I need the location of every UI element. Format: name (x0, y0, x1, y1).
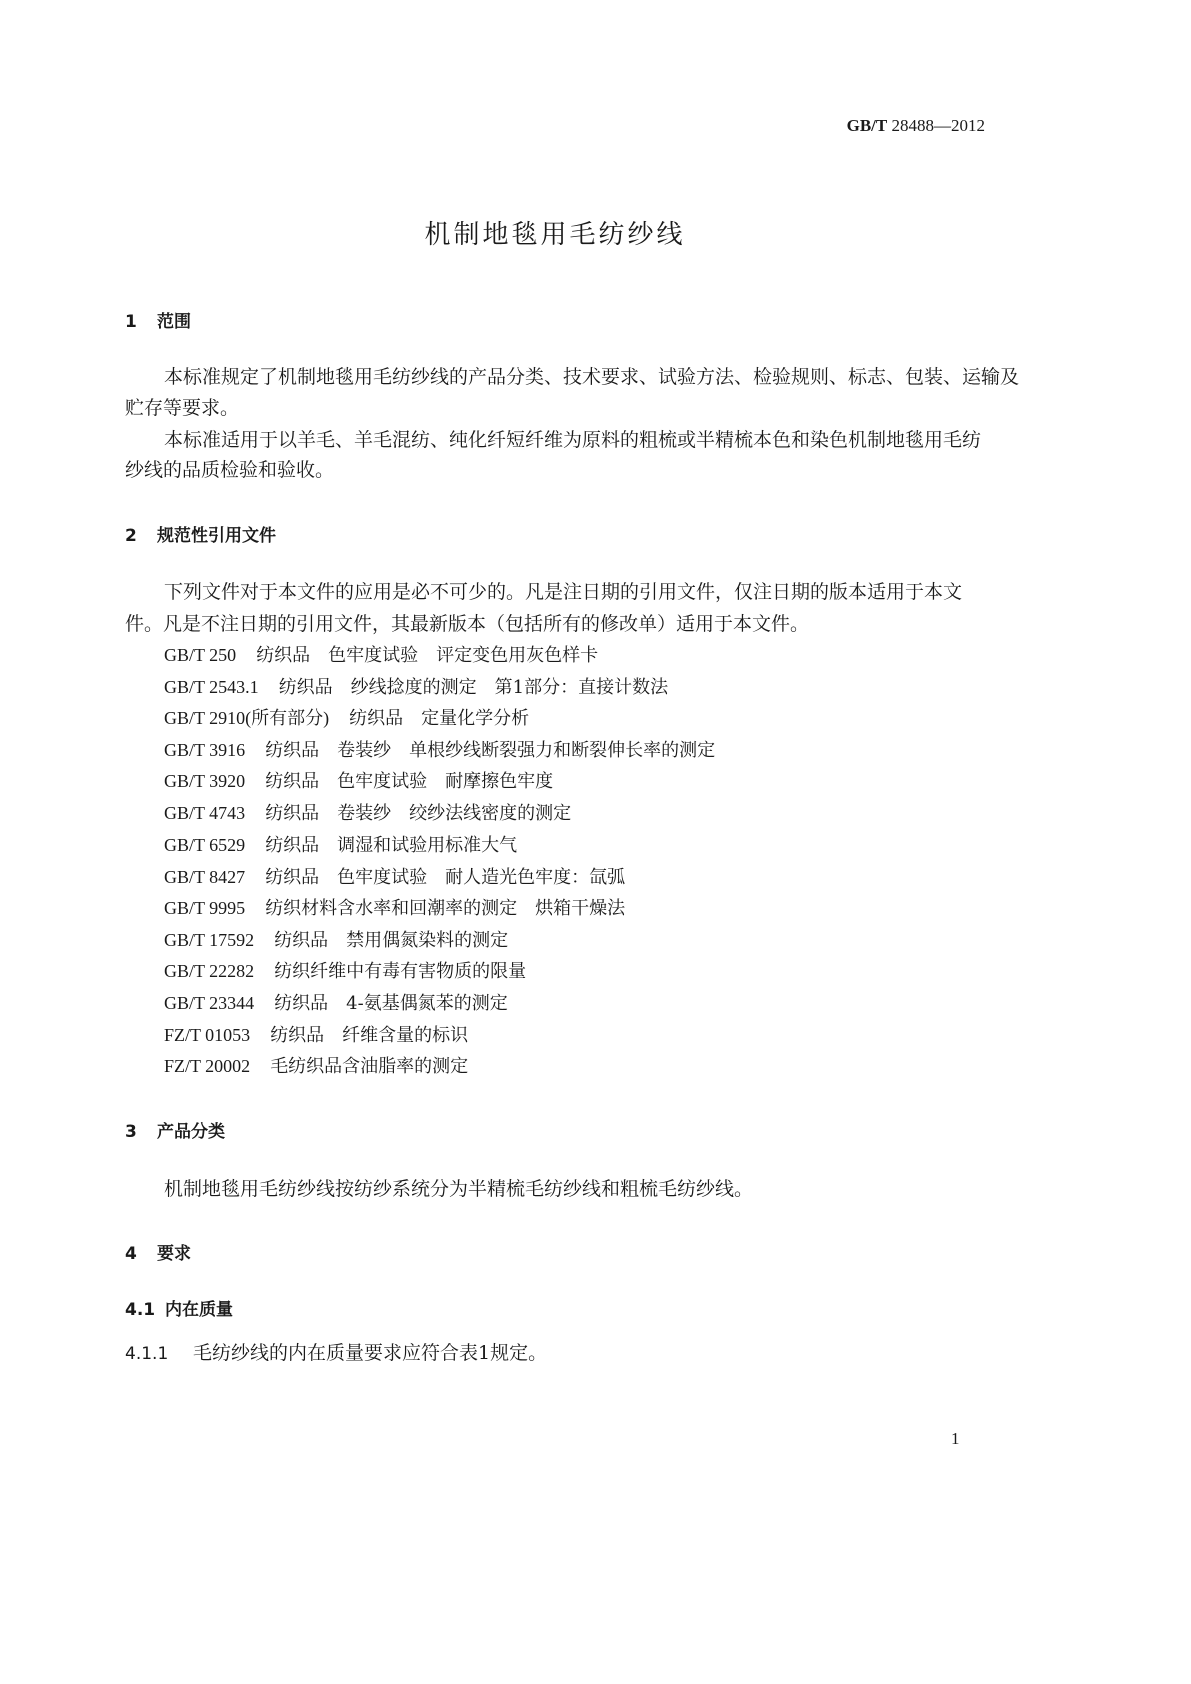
section-number: 4.1 (125, 1300, 156, 1320)
clause-4-1-1 (125, 1341, 547, 1366)
section-3-heading (125, 1117, 225, 1142)
reference-item (164, 706, 529, 731)
reference-title: 纺织品 调湿和试验用标准大气 (265, 835, 518, 856)
reference-code: FZ/T 01053 (164, 1025, 251, 1045)
reference-item (164, 769, 553, 794)
page-number: 1 (951, 1429, 960, 1448)
document-number (847, 116, 985, 136)
reference-title: 纺织品 定量化学分析 (349, 708, 530, 729)
reference-item (164, 643, 598, 668)
paragraph-line: 本标准适用于以羊毛、羊毛混纺、纯化纤短纤维为原料的粗梳或半精梳本色和染色机制地毯用毛纺 (164, 429, 982, 451)
reference-title: 纺织品 色牢度试验 耐摩擦色牢度 (265, 771, 554, 792)
reference-code: GB/T 9995 (164, 898, 246, 918)
page-title: 机制地毯用毛纺纱线 (424, 220, 686, 250)
clause-number: 4.1.1 (125, 1344, 169, 1364)
reference-title: 毛纺织品含油脂率的测定 (270, 1056, 469, 1077)
reference-title: 纺织品 卷装纱 绞纱法线密度的测定 (265, 803, 572, 824)
reference-code: GB/T 250 (164, 645, 237, 665)
section-title: 内在质量 (165, 1300, 233, 1320)
section-2-heading (125, 521, 276, 546)
reference-item (164, 1023, 468, 1048)
reference-title: 纺织品 纤维含量的标识 (270, 1025, 469, 1046)
reference-item (164, 833, 517, 858)
reference-code: GB/T 2543.1 (164, 677, 259, 697)
paragraph-line: 纱线的品质检验和验收。 (125, 459, 335, 481)
section-number: 2 (125, 526, 137, 546)
reference-title: 纺织品 纱线捻度的测定 第1部分：直接计数法 (278, 677, 669, 698)
paragraph-line: 机制地毯用毛纺纱线按纺纱系统分为半精梳毛纺纱线和粗梳毛纺纱线。 (164, 1178, 754, 1200)
reference-code: GB/T 4743 (164, 803, 246, 823)
reference-title: 纺织品 禁用偶氮染料的测定 (274, 930, 509, 951)
doc-number-value: 28488—2012 (891, 116, 985, 135)
reference-item (164, 675, 668, 700)
reference-code: GB/T 23344 (164, 993, 255, 1013)
reference-item (164, 991, 508, 1016)
section-4-1-heading (125, 1295, 233, 1320)
reference-title: 纺织纤维中有毒有害物质的限量 (274, 961, 527, 982)
reference-title: 纺织品 卷装纱 单根纱线断裂强力和断裂伸长率的测定 (265, 740, 716, 761)
reference-item (164, 738, 715, 763)
reference-code: GB/T 3916 (164, 740, 246, 760)
reference-item (164, 896, 625, 921)
reference-item (164, 959, 526, 984)
reference-code: GB/T 2910(所有部分) (164, 708, 330, 728)
doc-prefix: GB/T (846, 116, 888, 135)
paragraph-line: 贮存等要求。 (125, 397, 240, 419)
reference-title: 纺织材料含水率和回潮率的测定 烘箱干燥法 (265, 898, 626, 919)
section-1-heading (125, 307, 191, 332)
reference-code: GB/T 8427 (164, 867, 246, 887)
section-title: 范围 (157, 312, 191, 332)
section-4-heading (125, 1239, 191, 1264)
reference-code: GB/T 17592 (164, 930, 255, 950)
clause-text: 毛纺纱线的内在质量要求应符合表1规定。 (193, 1342, 548, 1364)
reference-item (164, 928, 508, 953)
section-title: 规范性引用文件 (157, 526, 276, 546)
paragraph-line: 本标准规定了机制地毯用毛纺纱线的产品分类、技术要求、试验方法、检验规则、标志、包装、运输及 (164, 366, 1020, 388)
section-title: 要求 (157, 1244, 191, 1264)
reference-title: 纺织品 色牢度试验 耐人造光色牢度：氙弧 (265, 867, 626, 888)
paragraph-line: 下列文件对于本文件的应用是必不可少的。凡是注日期的引用文件，仅注日期的版本适用于本文 (164, 581, 963, 603)
paragraph-line: 件。凡是不注日期的引用文件，其最新版本（包括所有的修改单）适用于本文件。 (125, 613, 810, 635)
reference-code: GB/T 6529 (164, 835, 246, 855)
reference-title: 纺织品 色牢度试验 评定变色用灰色样卡 (256, 645, 599, 666)
reference-item (164, 865, 625, 890)
section-number: 4 (125, 1244, 137, 1264)
reference-code: GB/T 22282 (164, 961, 255, 981)
reference-code: FZ/T 20002 (164, 1056, 251, 1076)
section-number: 1 (125, 312, 137, 332)
reference-item (164, 1054, 468, 1079)
section-number: 3 (125, 1122, 137, 1142)
reference-title: 纺织品 4-氨基偶氮苯的测定 (274, 993, 508, 1014)
reference-code: GB/T 3920 (164, 771, 246, 791)
section-title: 产品分类 (157, 1122, 225, 1142)
reference-item (164, 801, 571, 826)
